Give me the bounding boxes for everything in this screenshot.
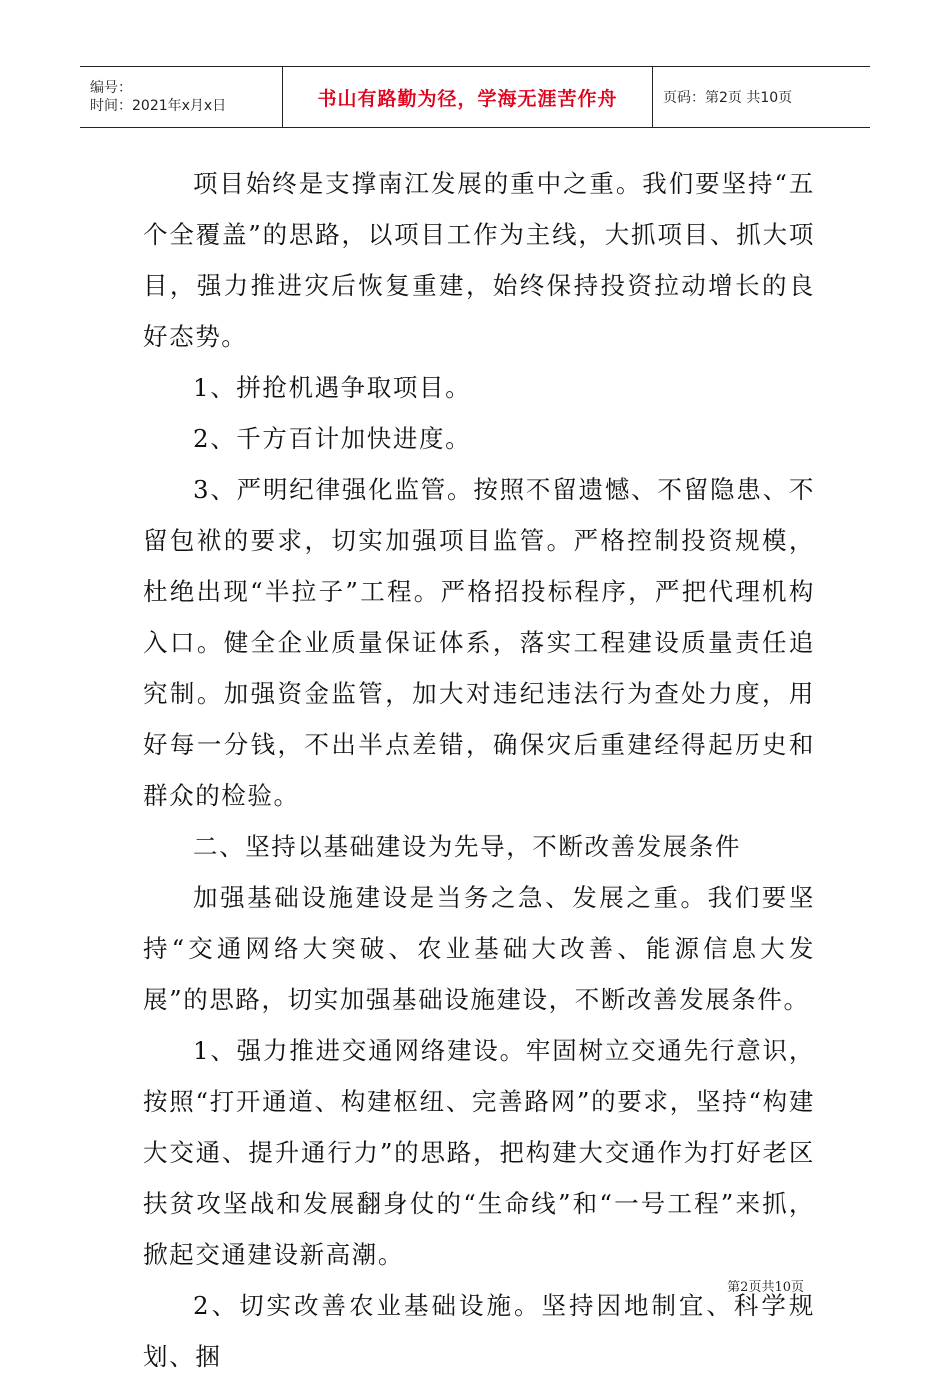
paragraph: 1、拼抢机遇争取项目。 [193, 373, 472, 402]
paragraph: 2、切实改善农业基础设施。坚持因地制宜、科学规划、捆 [143, 1291, 815, 1371]
section-heading: 二、坚持以基础建设为先导，不断改善发展条件 [193, 832, 742, 861]
document-header [80, 66, 870, 128]
document-body [143, 158, 815, 1382]
paragraph: 2、千方百计加快进度。 [193, 424, 472, 453]
paragraph: 加强基础设施建设是当务之急、发展之重。我们要坚持“交通网络大突破、农业基础大改善、能源信息大发展”的思路，切实加强基础设施建设，不断改善发展条件。 [143, 883, 815, 1014]
time-label: 时间：2021年x月x日 [90, 98, 227, 114]
header-page-label: 页码：第2页 共10页 [663, 90, 793, 106]
paragraph: 3、严明纪律强化监管。按照不留遗憾、不留隐患、不留包袱的要求，切实加强项目监管。严格控制投资规模，杜绝出现“半拉子”工程。严格招投标程序，严把代理机构入口。健全企业质量保证体系，落实工程建设质量责任追究制。加强资金监管，加大对违纪违法行为查处力度，用好每一分钱，不出半点差错，确保灾后重建经得起历史和群众的检验。 [143, 475, 815, 810]
number-label: 编号： [90, 80, 132, 96]
header-motto: 书山有路勤为径，学海无涯苦作舟 [282, 67, 653, 127]
paragraph: 项目始终是支撑南江发展的重中之重。我们要坚持“五个全覆盖”的思路，以项目工作为主线，大抓项目、抓大项目，强力推进灾后恢复重建，始终保持投资拉动增长的良好态势。 [143, 169, 815, 351]
paragraph: 1、强力推进交通网络建设。牢固树立交通先行意识，按照“打开通道、构建枢纽、完善路网”的要求，坚持“构建大交通、提升通行力”的思路，把构建大交通作为打好老区扶贫攻坚战和发展翻身仗的“生命线”和“一号工程”来抓，掀起交通建设新高潮。 [143, 1036, 815, 1269]
page-footer: 第2页共10页 [727, 1280, 804, 1295]
header-meta [80, 67, 282, 127]
